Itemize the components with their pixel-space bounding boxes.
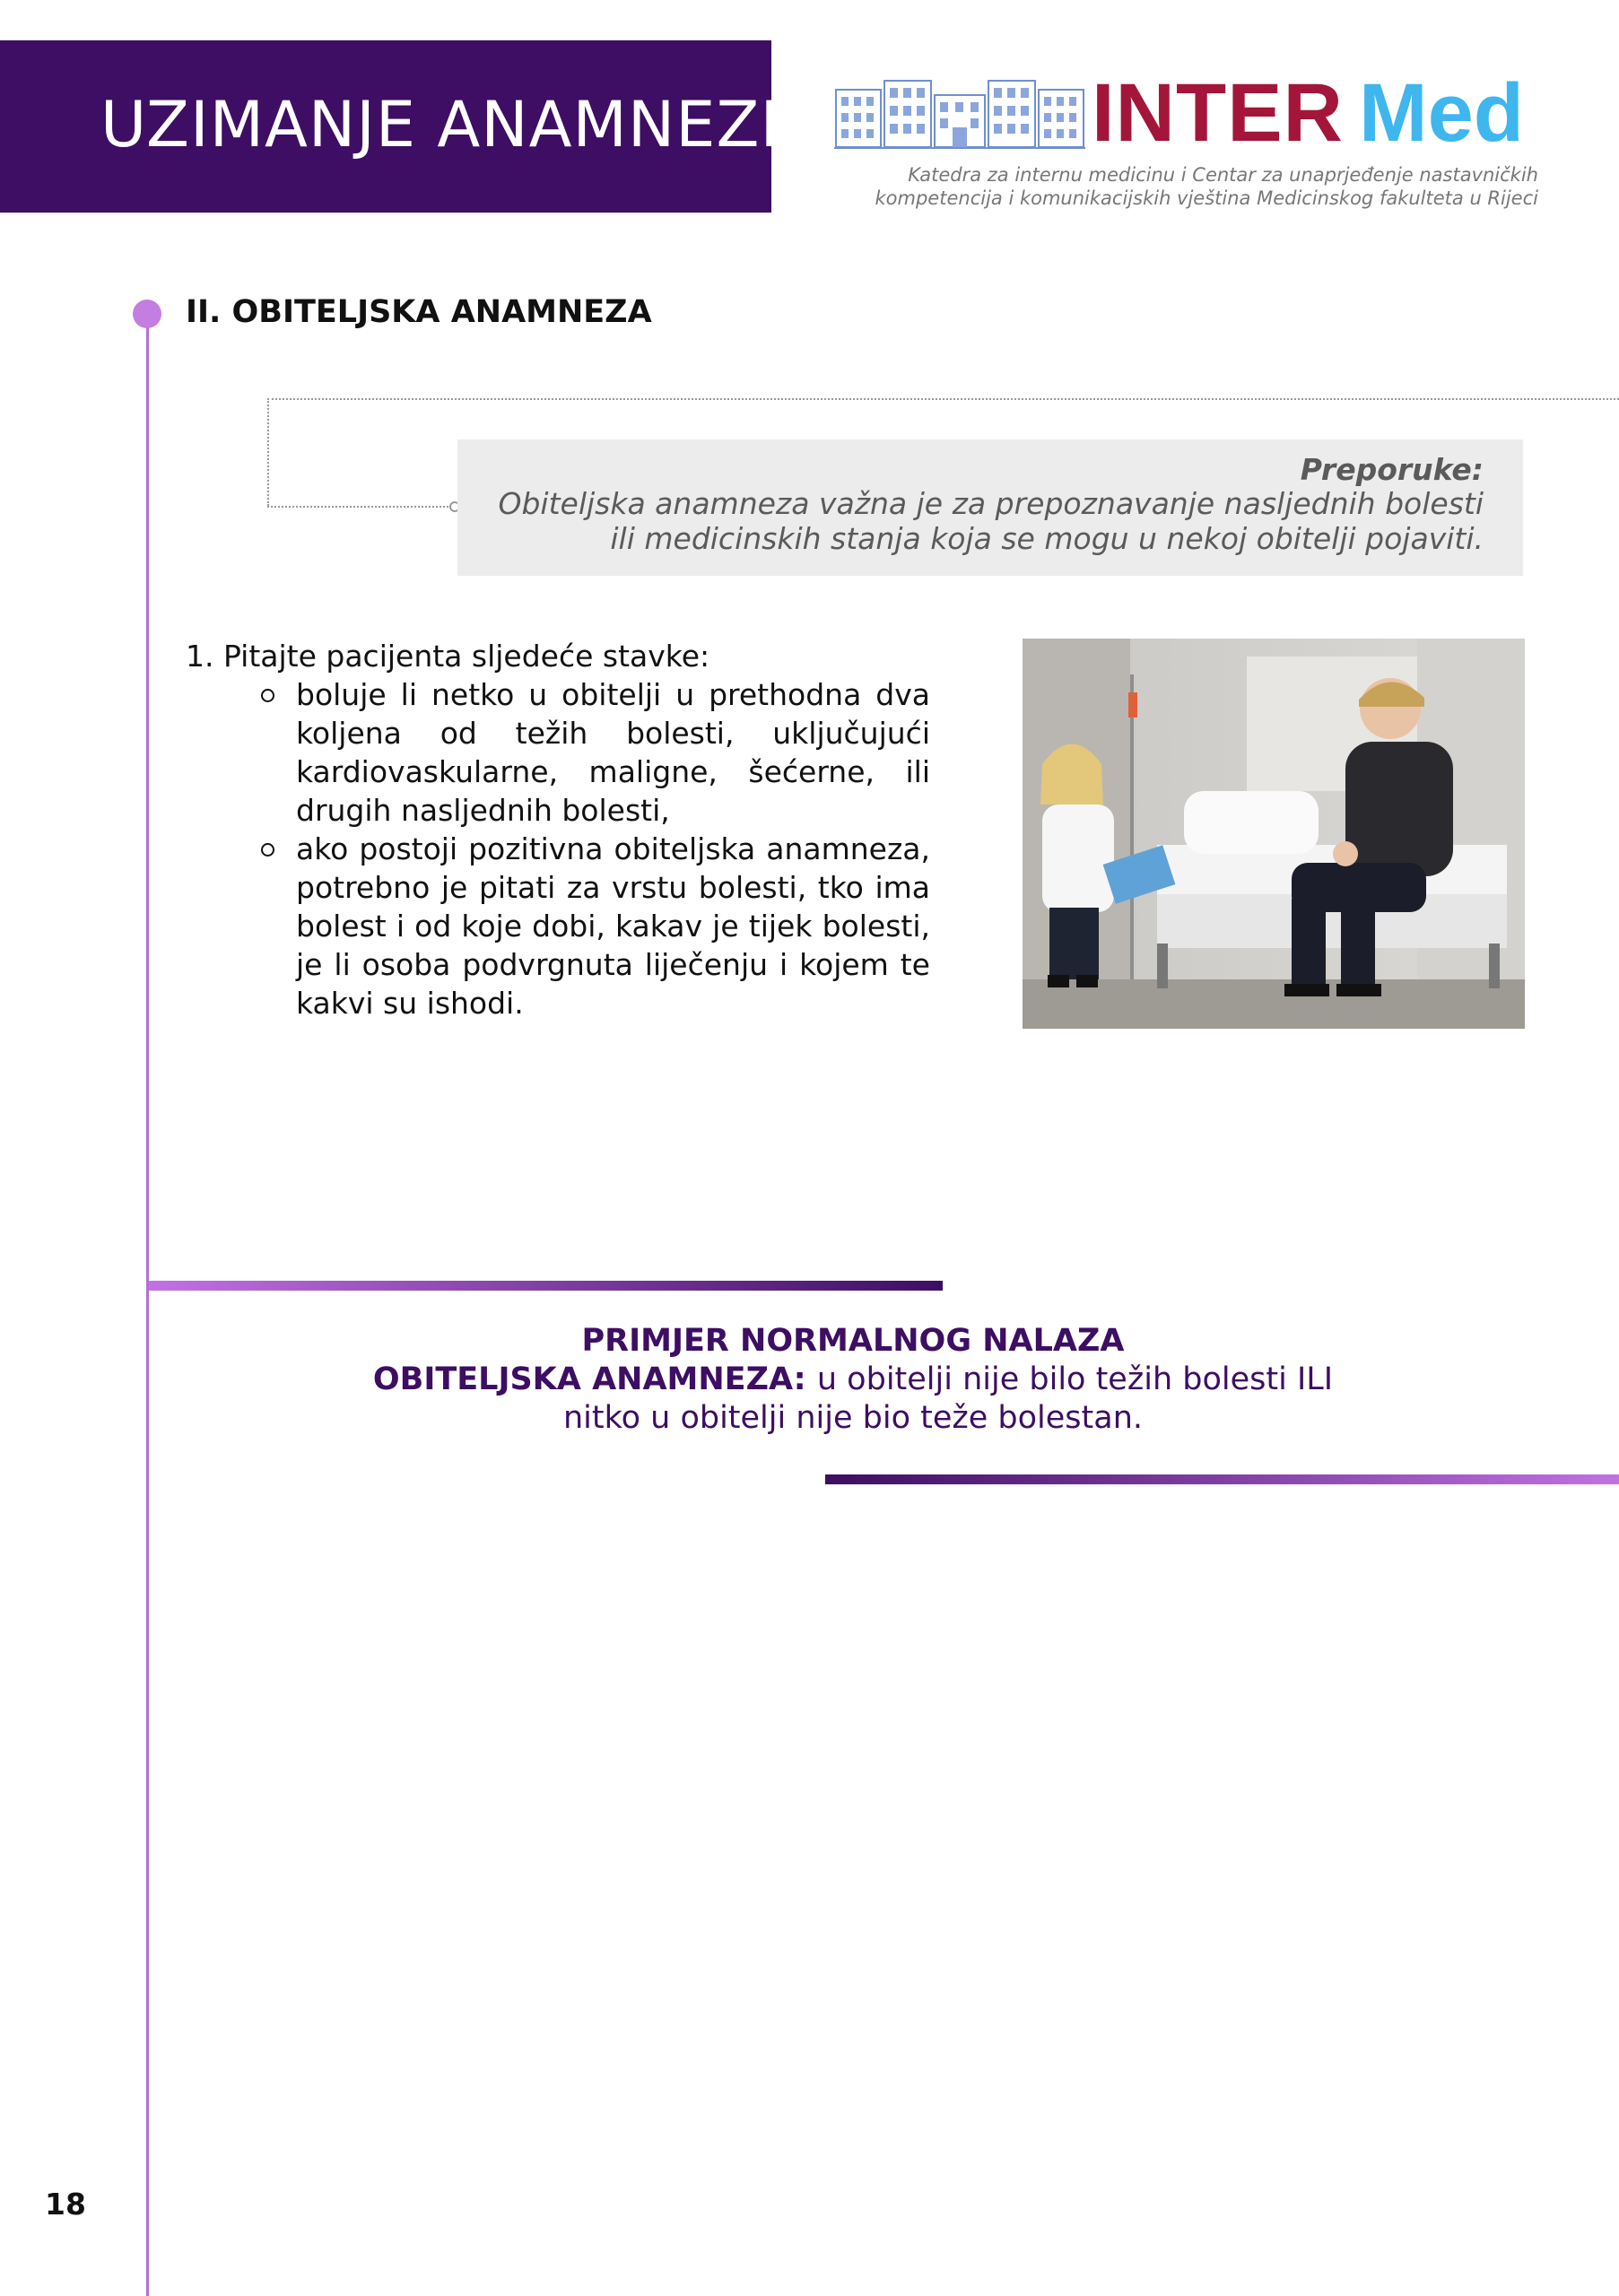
list-item: ako postoji pozitivna obiteljska anamneza, potrebno je pitati za vrstu bolesti, tko ima bolest i od koje dobi, kakav je tijek bolesti, je li osoba podvrgnuta liječenju i kojem te kakvi su ishodi. (296, 831, 930, 1021)
logo-subtitle-line: kompetencija i komunikacijskih vještina Medicinskog fakulteta u Rijeci (875, 187, 1538, 209)
normal-finding-example (149, 1322, 1557, 1438)
instructions-intro: 1. Pitajte pacijenta sljedeće stavke: (186, 639, 710, 674)
instructions-bullets (186, 675, 930, 1022)
example-title: PRIMJER NORMALNOG NALAZA (581, 1323, 1125, 1359)
building-logo-icon (834, 77, 1085, 151)
example-text: u obitelji nije bilo težih bolesti ILI (816, 1361, 1334, 1397)
instructions-list (186, 637, 930, 1022)
page-number: 18 (45, 2187, 86, 2222)
logo-subtitle (825, 163, 1538, 210)
example-label: OBITELJSKA ANAMNEZA: (372, 1361, 817, 1397)
timeline-line (146, 309, 149, 2296)
logo-wordmark-med: Med (1359, 67, 1524, 159)
divider-rule (149, 1281, 943, 1291)
list-item: boluje li netko u obitelji u prethodna dva koljena od težih bolesti, uključujući kardiovaskularne, maligne, šećerne, ili drugih nasljednih bolesti, (296, 677, 930, 828)
recommendation-title: Preporuke: (1300, 452, 1484, 487)
recommendation-box (457, 439, 1523, 576)
dotted-connector-vertical (267, 398, 269, 506)
logo-wordmark-inter: INTER (1092, 67, 1344, 159)
example-text: nitko u obitelji nije bio teže bolestan. (562, 1400, 1144, 1436)
page-title: UZIMANJE ANAMNEZE (100, 88, 801, 161)
divider-rule (825, 1474, 1619, 1484)
section-heading: II. OBITELJSKA ANAMNEZA (186, 294, 652, 330)
recommendation-text: Obiteljska anamneza važna je za prepoznavanje nasljednih bolesti ili medicinskih stanja koja se mogu u nekoj obitelji pojaviti. (498, 486, 1484, 556)
doctor-patient-photo (1023, 639, 1525, 1029)
dotted-connector-bottom (267, 506, 452, 508)
dotted-connector-top (267, 398, 1619, 400)
timeline-dot (133, 300, 161, 328)
logo-subtitle-line: Katedra za internu medicinu i Centar za unaprjeđenje nastavničkih (908, 164, 1538, 186)
example-line (149, 1361, 1557, 1399)
